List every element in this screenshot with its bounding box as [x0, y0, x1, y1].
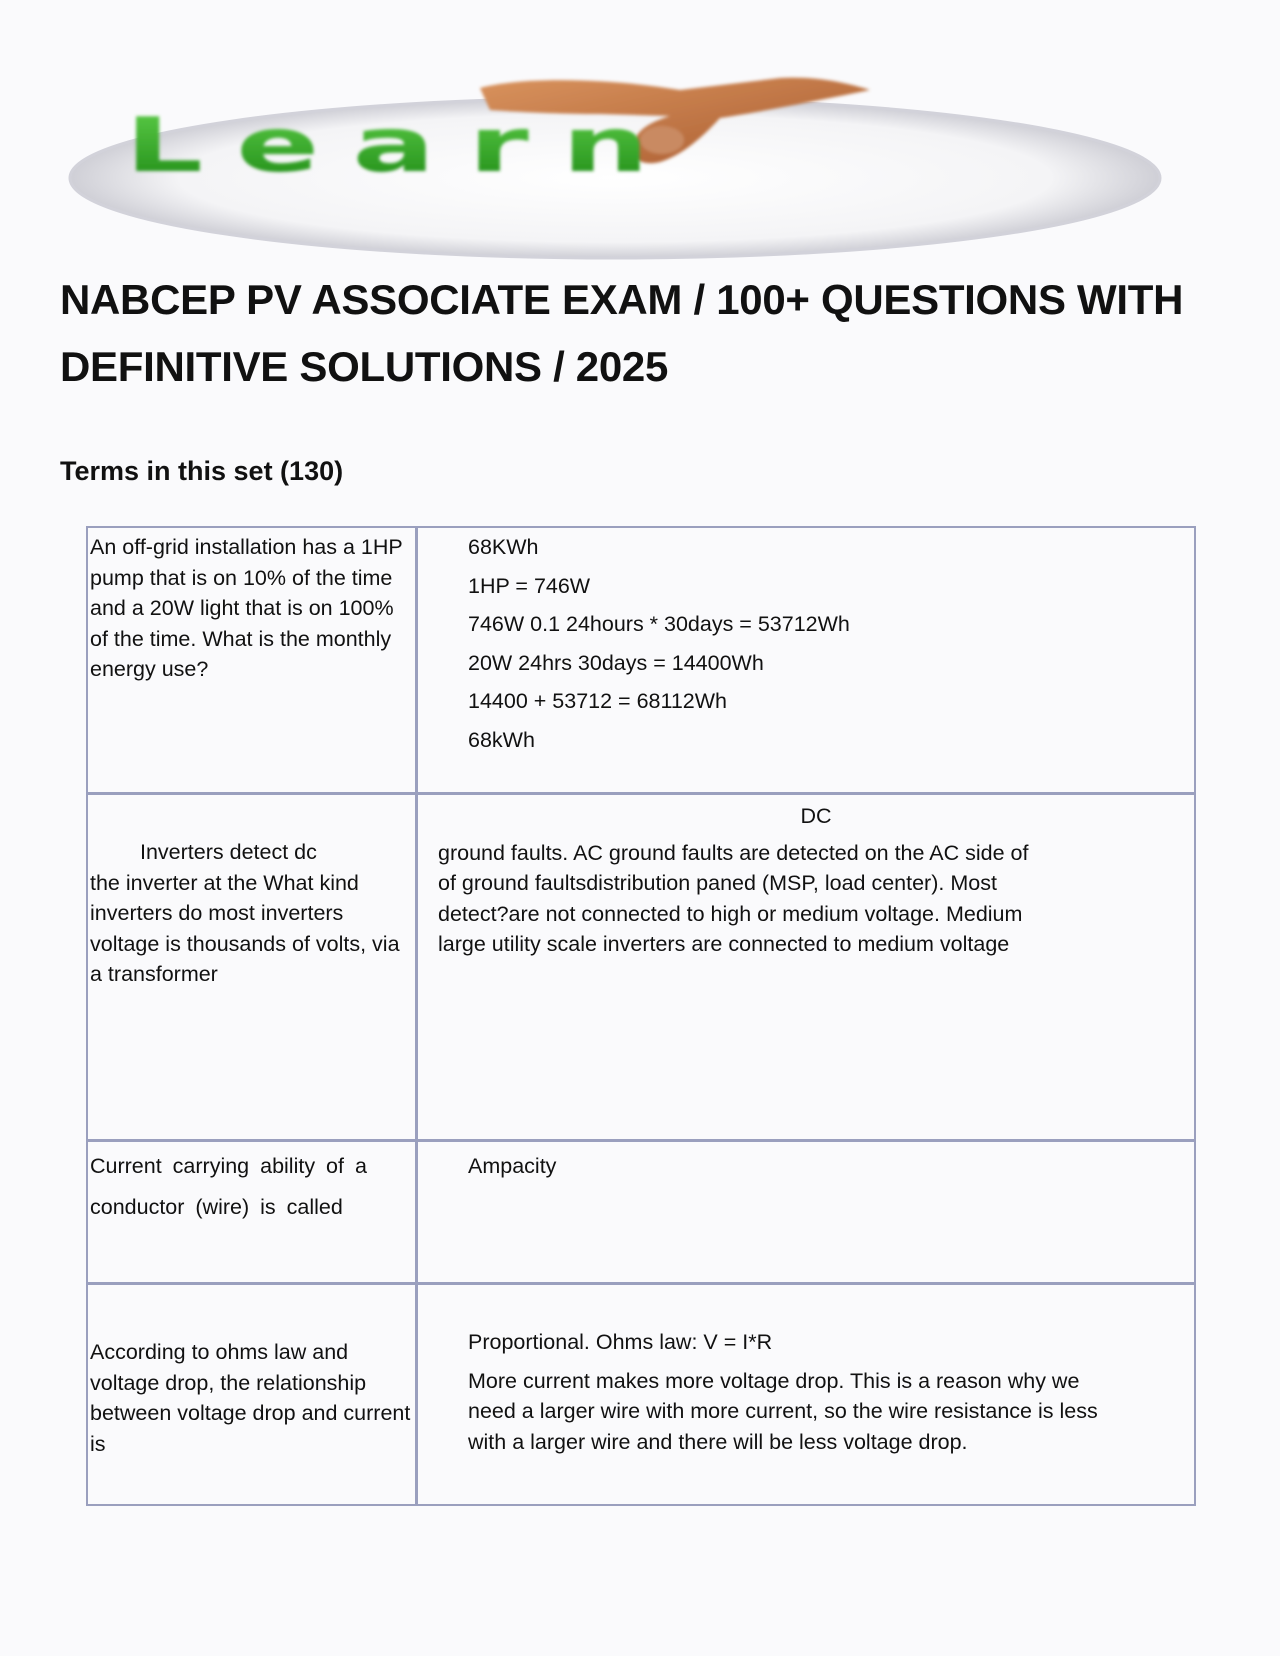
term-question: According to ohms law and voltage drop, the relationship between voltage drop and current is — [88, 1285, 418, 1504]
answer-line: 20W 24hrs 30days = 14400Wh — [468, 650, 764, 675]
terms-table — [86, 526, 1196, 1506]
answer-line: 1HP = 746W — [468, 573, 591, 598]
question-line: Inverters detect dc — [140, 840, 317, 864]
answer-line: More current makes more voltage drop. This is a reason why we need a larger wire with more current, so the wire resistance is less with a larger wire and there will be less voltage drop. — [468, 1368, 1098, 1454]
terms-count-heading: Terms in this set (130) — [60, 456, 344, 486]
term-answer: Ampacity — [468, 1154, 557, 1178]
answer-line: 68KWh — [468, 535, 539, 559]
term-answer — [418, 528, 1194, 792]
term-row — [88, 792, 1194, 1139]
term-question: Current carrying ability of a conductor (wire) is called — [88, 1142, 418, 1282]
term-answer — [418, 795, 1194, 1139]
answer-line: Proportional. Ohms law: V = I*R — [468, 1330, 773, 1354]
answer-line: of ground faultsdistribution paned (MSP, load center). Most — [438, 871, 997, 895]
learn-logo — [60, 70, 1170, 260]
question-line: the inverter at the What kind inverters do most inverters voltage is thousands of volts, via a transformer — [90, 870, 400, 986]
answer-line: 14400 + 53712 = 68112Wh — [468, 689, 728, 713]
logo-word: Learn — [124, 101, 683, 189]
term-answer — [418, 1285, 1194, 1504]
answer-heading: DC — [800, 804, 832, 828]
term-question — [88, 795, 418, 1139]
page-title: NABCEP PV ASSOCIATE EXAM / 100+ QUESTIONS WITH DEFINITIVE SOLUTIONS / 2025 — [60, 276, 1184, 390]
term-row — [88, 528, 1194, 792]
term-row — [88, 1139, 1194, 1282]
answer-line: ground faults. AC ground faults are detected on the AC side of — [438, 840, 1029, 865]
term-row — [88, 1282, 1194, 1504]
answer-line: 746W 0.1 24hours * 30days = 53712Wh — [468, 612, 850, 636]
answer-line: large utility scale inverters are connected to medium voltage — [438, 932, 1010, 956]
answer-line: detect?are not connected to high or medium voltage. Medium — [438, 901, 1023, 926]
answer-line: 68kWh — [468, 727, 535, 752]
term-question: An off-grid installation has a 1HP pump that is on 10% of the time and a 20W light that is on 100% of the time. What is the monthly energy use? — [88, 528, 418, 792]
